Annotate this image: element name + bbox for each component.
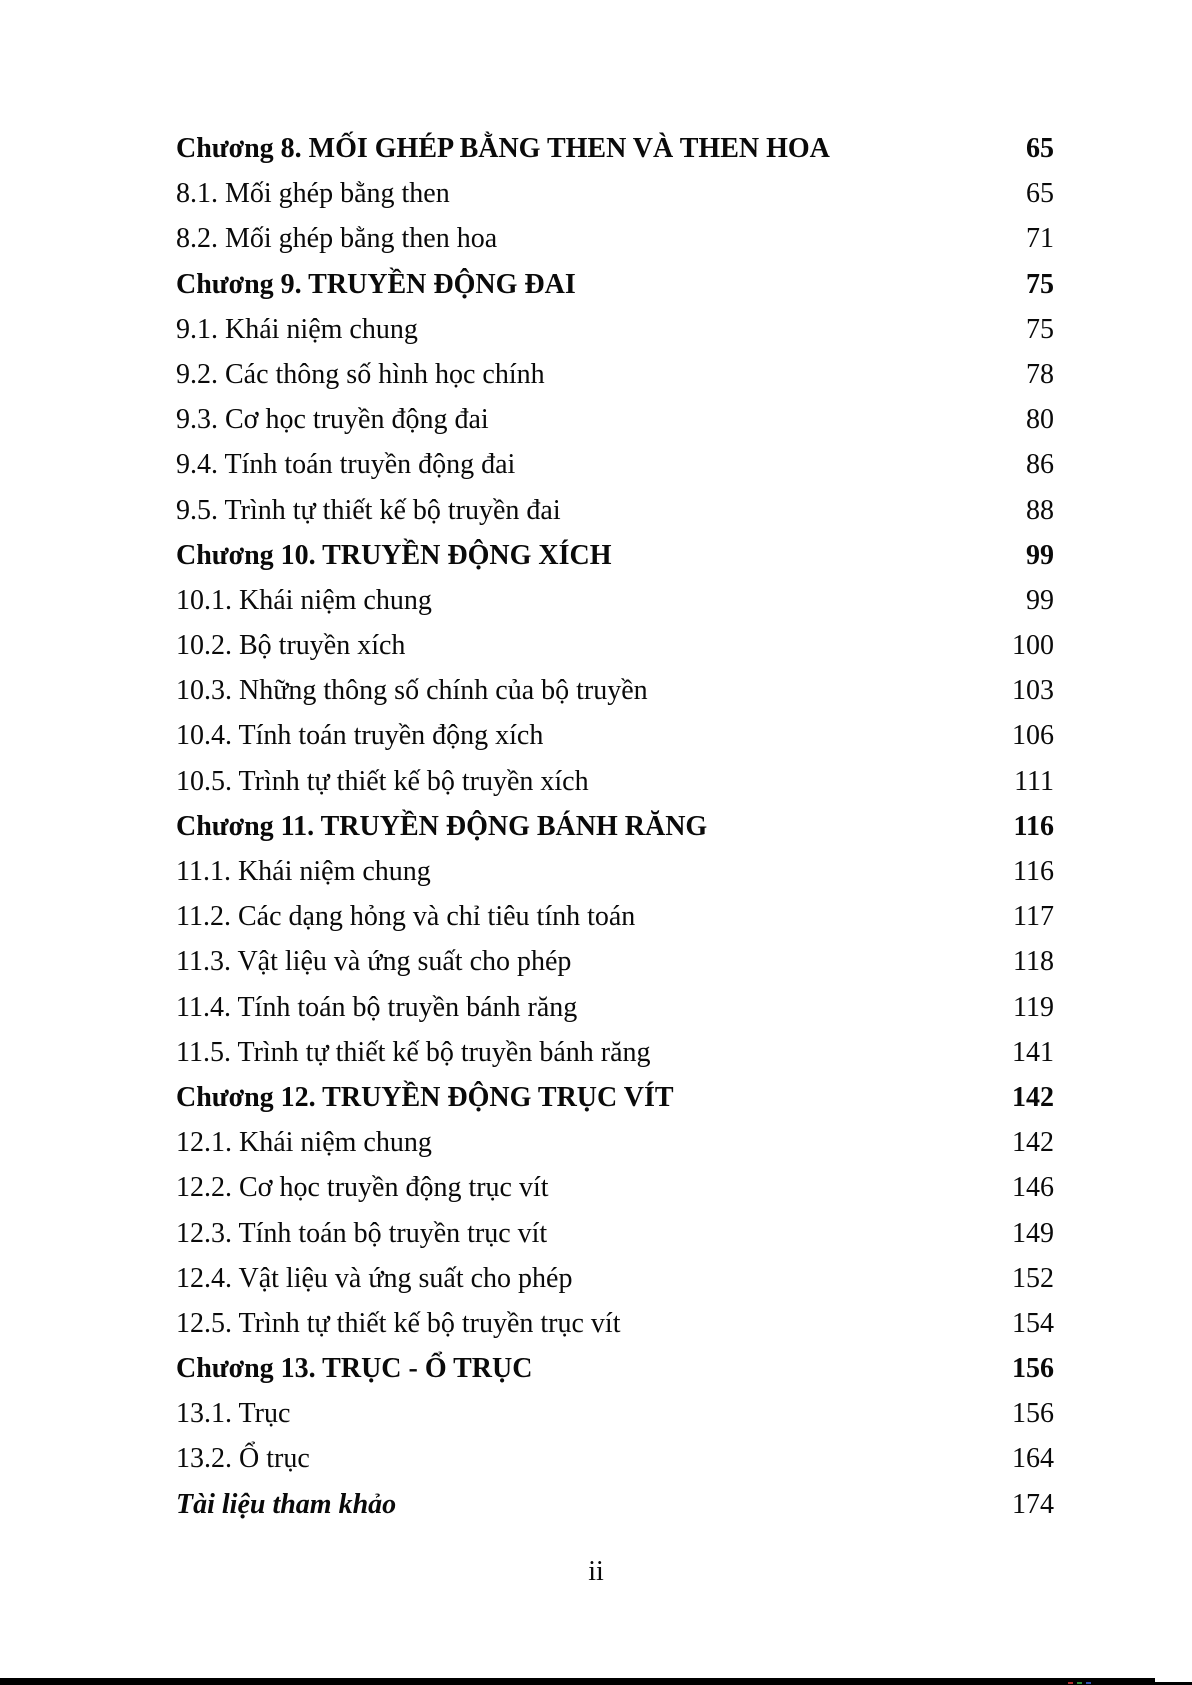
toc-entry-title: Chương 11. TRUYỀN ĐỘNG BÁNH RĂNG [176,810,708,842]
toc-entry-title: 11.4. Tính toán bộ truyền bánh răng [176,991,578,1023]
toc-entry-title: Chương 9. TRUYỀN ĐỘNG ĐAI [176,268,576,300]
toc-entry-title: 11.2. Các dạng hỏng và chỉ tiêu tính toán [176,901,636,933]
scan-artifact-bar [0,1678,1155,1685]
toc-entry [176,216,1054,261]
toc-entry [176,1030,1054,1075]
toc-entry-page: 88 [1026,494,1054,526]
toc-entry [176,262,1054,307]
toc-entry-page: 116 [1013,856,1054,887]
toc-entry-page: 117 [1013,901,1054,933]
toc-entry-page: 164 [1012,1443,1054,1475]
toc-entry-page: 116 [1013,810,1054,842]
toc-entry-title: 8.2. Mối ghép bằng then hoa [176,223,498,255]
toc-entry [176,623,1054,668]
toc-entry [176,985,1054,1030]
toc-entry-title: Chương 13. TRỤC - Ổ TRỤC [176,1353,533,1385]
toc-entry [176,533,1054,578]
toc-entry [176,759,1054,804]
toc-entry [176,939,1054,984]
toc-entry-title: 11.3. Vật liệu và ứng suất cho phép [176,946,572,978]
toc-entry-title: 10.4. Tính toán truyền động xích [176,720,544,752]
toc-entry-title: 12.4. Vật liệu và ứng suất cho phép [176,1262,573,1294]
toc-entry-title: 9.3. Cơ học truyền động đai [176,404,489,436]
toc-entry-page: 103 [1012,675,1054,707]
toc-entry-title: 10.5. Trình tự thiết kế bộ truyền xích [176,765,589,797]
toc-entry-title: 10.1. Khái niệm chung [176,584,432,616]
toc-entry-title: 10.3. Những thông số chính của bộ truyền [176,675,648,707]
toc-entry [176,1391,1054,1436]
toc-entry-page: 154 [1012,1307,1054,1339]
toc-entry [176,578,1054,623]
toc-entry [176,804,1054,849]
toc-entry-page: 100 [1012,630,1054,662]
toc-entry-page: 118 [1013,946,1054,978]
toc-entry [176,1301,1054,1346]
scan-artifact-speck [1077,1682,1082,1684]
toc-entry-title: 13.1. Trục [176,1398,291,1430]
toc-entry-title: 11.1. Khái niệm chung [176,856,431,887]
toc-entry-page: 80 [1026,404,1054,436]
toc-entry-title: 9.5. Trình tự thiết kế bộ truyền đai [176,494,561,526]
toc-entry-page: 86 [1026,449,1054,481]
toc-entry [176,668,1054,713]
toc-entry-title: Tài liệu tham khảo [176,1488,397,1520]
toc-entry [176,713,1054,758]
toc-entry [176,171,1054,216]
toc-entry [176,1075,1054,1120]
scan-artifact-speck [1068,1682,1073,1684]
toc-entry-title: 12.2. Cơ học truyền động trục vít [176,1172,549,1204]
toc-entry-page: 156 [1012,1398,1054,1430]
toc-entry [176,1211,1054,1256]
toc-entry [176,397,1054,442]
toc-entry-page: 75 [1026,268,1054,300]
toc-entry-page: 65 [1026,178,1054,210]
toc-entry [176,352,1054,397]
toc-entry-page: 142 [1012,1127,1054,1159]
toc-entry [176,1346,1054,1391]
toc-entry-title: 11.5. Trình tự thiết kế bộ truyền bánh răng [176,1036,651,1068]
toc-entry-title: 12.5. Trình tự thiết kế bộ truyền trục vít [176,1307,621,1339]
scan-artifact-speck [1086,1682,1091,1684]
toc-entry [176,1436,1054,1481]
toc-entry-page: 78 [1026,358,1054,390]
toc-entry-title: 12.1. Khái niệm chung [176,1127,432,1159]
toc-entry-page: 174 [1012,1488,1054,1520]
toc-entry-title: 12.3. Tính toán bộ truyền trục vít [176,1217,548,1249]
table-of-contents [176,126,1054,1527]
footer-page-number: ii [588,1556,604,1587]
toc-entry-page: 71 [1026,223,1054,255]
toc-entry-page: 99 [1026,539,1054,571]
toc-entry-title: 9.1. Khái niệm chung [176,313,418,345]
toc-entry-page: 75 [1026,313,1054,345]
toc-entry-title: Chương 8. MỐI GHÉP BẰNG THEN VÀ THEN HOA [176,133,830,164]
toc-entry-title: Chương 10. TRUYỀN ĐỘNG XÍCH [176,539,612,571]
toc-entry [176,894,1054,939]
toc-entry-page: 152 [1012,1262,1054,1294]
toc-entry-page: 142 [1012,1081,1054,1113]
toc-entry-page: 119 [1013,991,1054,1023]
toc-entry [176,307,1054,352]
toc-entry [176,488,1054,533]
toc-entry-page: 141 [1012,1036,1054,1068]
toc-entry-page: 149 [1012,1217,1054,1249]
toc-entry-page: 65 [1026,133,1054,164]
toc-entry-title: 13.2. Ổ trục [176,1443,310,1475]
toc-entry [176,849,1054,894]
toc-entry-page: 106 [1012,720,1054,752]
toc-entry-page: 146 [1012,1172,1054,1204]
toc-entry-page: 111 [1014,765,1054,797]
toc-entry-title: 10.2. Bộ truyền xích [176,630,406,662]
toc-entry [176,126,1054,171]
toc-entry-title: 9.2. Các thông số hình học chính [176,358,545,390]
toc-entry-page: 156 [1012,1353,1054,1385]
toc-entry [176,442,1054,487]
toc-entry [176,1482,1054,1527]
toc-entry-page: 99 [1026,584,1054,616]
toc-entry [176,1256,1054,1301]
toc-entry-title: 9.4. Tính toán truyền động đai [176,449,516,481]
toc-entry-title: 8.1. Mối ghép bằng then [176,178,450,210]
toc-entry-title: Chương 12. TRUYỀN ĐỘNG TRỤC VÍT [176,1081,674,1113]
toc-entry [176,1165,1054,1210]
toc-entry [176,1120,1054,1165]
